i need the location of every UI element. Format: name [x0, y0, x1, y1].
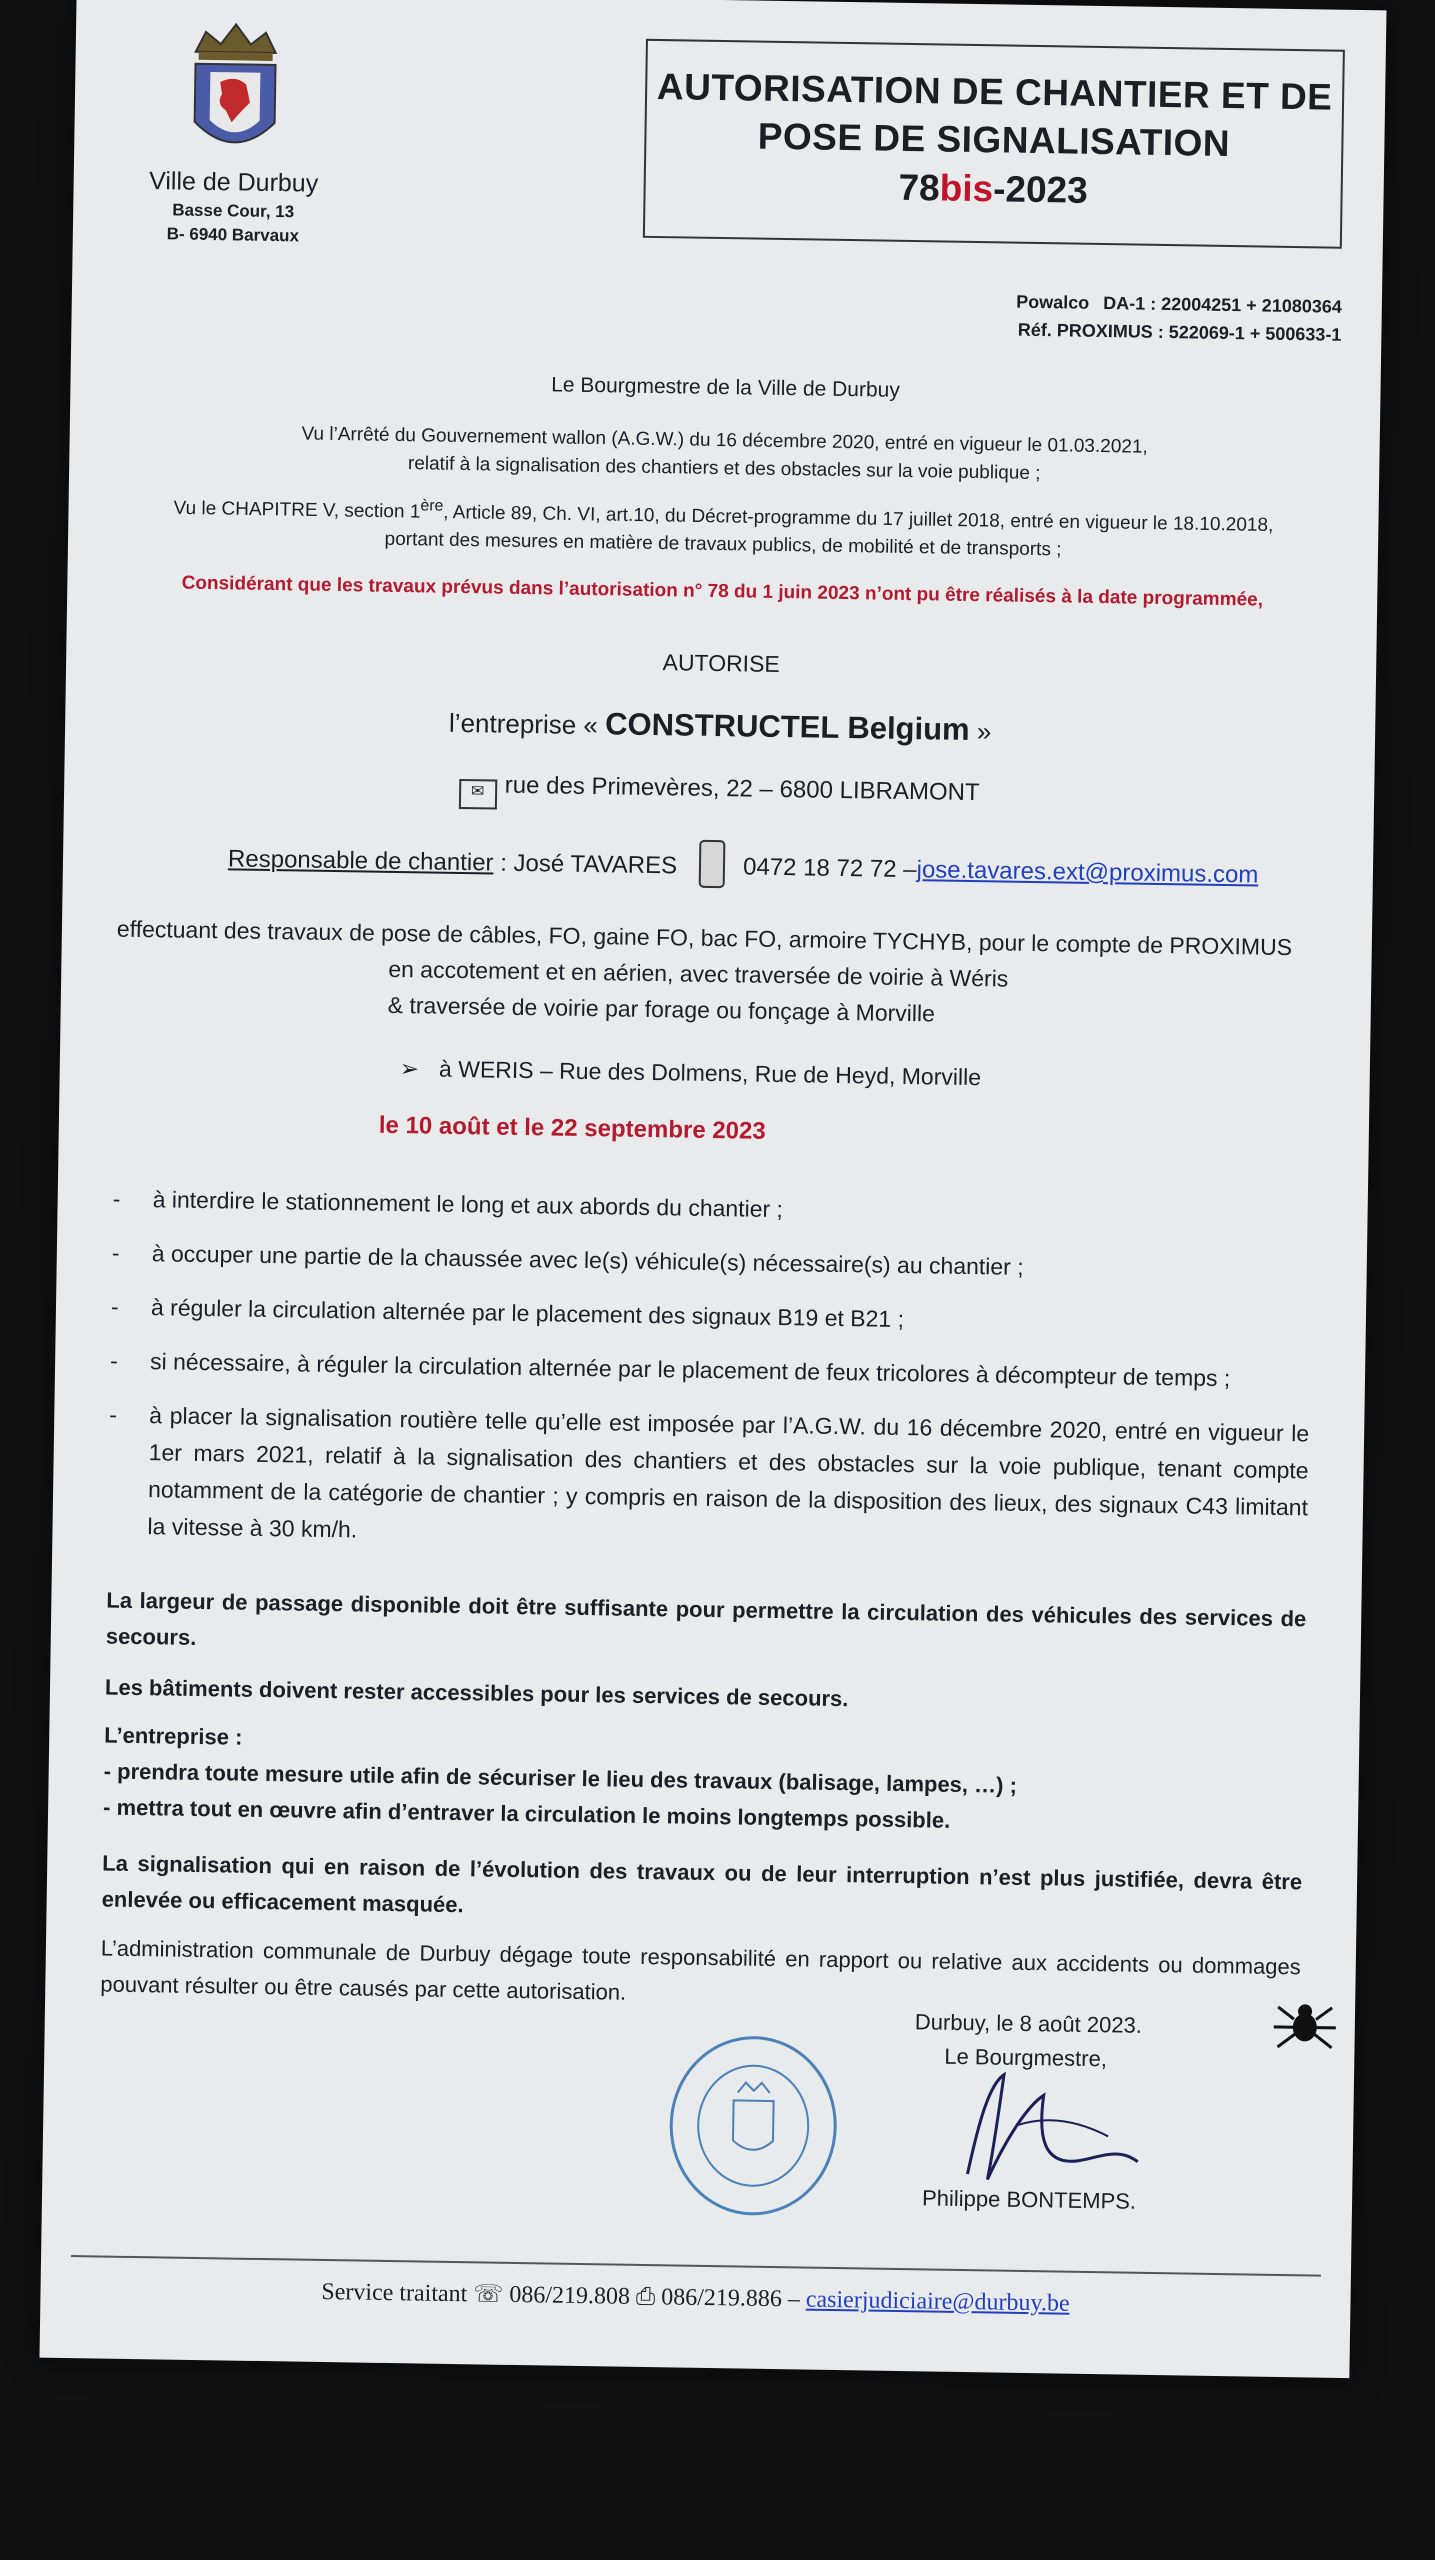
- works-line1: effectuant des travaux de pose de câbles, FO, gaine FO, bac FO, armoire TYCHYB, pour le compte de PROXIMUS: [116, 915, 1293, 961]
- legal-basis-2-sup: ère: [420, 497, 444, 515]
- company-duty-1: - prendra toute mesure utile afin de sécuriser le lieu des travaux (balisage, lampes, …) ;: [103, 1758, 1018, 1798]
- references: [1016, 288, 1343, 349]
- autorise-heading: AUTORISE: [662, 649, 780, 677]
- para-signage-removal: La signalisation qui en raison de l’évolution des travaux ou de leur interruption n’est plus justifiée, devra être enlevée ou efficacement masquée.: [101, 1850, 1303, 1918]
- footer-divider: [71, 2255, 1321, 2277]
- legal-basis-2: [68, 487, 1379, 570]
- works-location-text: à WERIS – Rue des Dolmens, Rue de Heyd, Morville: [438, 1055, 982, 1091]
- works-dates: le 10 août et le 22 septembre 2023: [378, 1111, 766, 1145]
- title-line2: POSE DE SIGNALISATION: [757, 115, 1231, 164]
- measures-list: [107, 1181, 1313, 1581]
- works-location: [400, 1055, 982, 1091]
- powalco-value: DA-1 : 22004251 + 21080364: [1103, 293, 1343, 317]
- contact-name: : José TAVARES: [493, 849, 678, 880]
- footer-fax: 086/219.886: [660, 2284, 783, 2313]
- para-passage-width: La largeur de passage disponible doit être suffisante pour permettre la circulation des véhicules des services de secours.: [105, 1587, 1307, 1650]
- title-line1: AUTORISATION DE CHANTIER ET DE: [656, 65, 1333, 118]
- fax-icon: ⎙: [635, 2283, 656, 2311]
- works-description: [116, 911, 1318, 1038]
- signer-name: Philippe BONTEMPS.: [921, 2185, 1137, 2214]
- legal-basis-1: [69, 417, 1380, 494]
- para-liability: L’administration communale de Durbuy dégage toute responsabilité en rapport ou relative aux accidents ou dommages pouvant résulter ou être causés par cette autorisation.: [100, 1935, 1301, 2005]
- legal-basis-2-text-a: Vu le CHAPITRE V, section 1: [173, 497, 421, 523]
- city-crest-icon: [179, 12, 291, 164]
- company-address: [64, 765, 1374, 824]
- legal-basis-2-line2: portant des mesures en matière de travaux publics, de mobilité et de transports ;: [384, 529, 1062, 561]
- footer: [40, 2273, 1350, 2323]
- measure-item: - à réguler la circulation alternée par le placement des signaux B19 et B21 ;: [111, 1289, 1311, 1345]
- measure-item: - à interdire le stationnement le long et aux abords du chantier ;: [112, 1181, 1312, 1237]
- contact-email-link[interactable]: jose.tavares.ext@proximus.com: [916, 856, 1259, 889]
- measure-item: - à placer la signalisation routière telle qu’elle est imposée par l’A.G.W. du 16 décembre 2020, entré en vigueur le 1er mars 2021, relatif à la signalisation des chantiers et des obstacles sur la voie publique, tenant compte notamment de la catégorie de chantier ; y compris en raison de la disposition des lieux, des signaux C43 limitant la vitesse à 30 km/h.: [107, 1397, 1309, 1564]
- company-address-text: rue des Primevères, 22 – 6800 LIBRAMONT: [504, 771, 980, 807]
- company-name: CONSTRUCTEL Belgium: [604, 706, 970, 747]
- spider-icon: [1269, 1989, 1340, 2060]
- works-line2: en accotement et en aérien, avec traversée de voirie à Wéris: [388, 955, 1009, 992]
- contact-phone: 0472 18 72 72: [742, 853, 897, 883]
- handwritten-signature-icon: [947, 2064, 1169, 2187]
- phone-icon: ☏: [473, 2281, 504, 2308]
- measure-item: - à occuper une partie de la chaussée avec le(s) véhicule(s) nécessaire(s) au chantier ;: [112, 1235, 1312, 1291]
- title-box: [643, 39, 1345, 249]
- works-line3: & traversée de voirie par forage ou fonçage à Morville: [387, 991, 936, 1027]
- legal-basis-2-text-b: , Article 89, Ch. VI, art.10, du Décret-programme du 17 juillet 2018, entré en vigueur le 18.10.2018,: [443, 502, 1274, 537]
- authorization-number: [645, 159, 1341, 220]
- measure-item: - si nécessaire, à réguler la circulation alternée par le placement de feux tricolores à décompteur de temps ;: [110, 1343, 1310, 1399]
- legal-basis-1-line1: Vu l’Arrêté du Gouvernement wallon (A.G.W.) du 16 décembre 2020, entré en vigueur le 01.03.2021,: [301, 423, 1148, 458]
- legal-basis-1-line2: relatif à la signalisation des chantiers et des obstacles sur la voie publique ;: [407, 453, 1041, 485]
- footer-email-link[interactable]: casierjudiciaire@durbuy.be: [805, 2286, 1070, 2317]
- signature-role: Le Bourgmestre,: [944, 2043, 1108, 2072]
- number-suffix: -2023: [992, 168, 1089, 211]
- company-line: [65, 698, 1375, 755]
- mayor-intro: Le Bourgmestre de la Ville de Durbuy: [551, 373, 900, 402]
- official-seal-icon: [662, 2029, 845, 2222]
- company-duties-heading: L’entreprise :: [104, 1722, 243, 1750]
- footer-dash: –: [787, 2286, 801, 2313]
- para-buildings: Les bâtiments doivent rester accessibles pour les services de secours.: [104, 1674, 849, 1712]
- company-duty-2: - mettra tout en œuvre afin d’entraver la circulation le moins longtemps possible.: [102, 1794, 951, 1833]
- contact-dash: –: [896, 855, 917, 884]
- company-prefix: l’entreprise «: [448, 707, 606, 741]
- proximus-ref: Réf. PROXIMUS : 522069-1 + 500633-1: [1017, 319, 1342, 345]
- arrow-icon: ➢: [399, 1055, 420, 1082]
- company-suffix: »: [969, 715, 992, 747]
- footer-phone: 086/219.808: [509, 2281, 631, 2310]
- footer-label: Service traitant: [321, 2278, 468, 2308]
- document-page: [39, 0, 1386, 2378]
- site-contact: [228, 832, 1259, 896]
- signature-date: Durbuy, le 8 août 2023.: [914, 2009, 1143, 2038]
- powalco-label: Powalco: [1016, 291, 1090, 313]
- para-company-duties: [103, 1718, 1305, 1845]
- mail-icon: ✉: [458, 779, 496, 810]
- number-bis: bis: [939, 167, 994, 210]
- city-address-line2: B- 6940 Barvaux: [166, 224, 300, 246]
- city-header: [113, 10, 357, 247]
- contact-label: Responsable de chantier: [227, 845, 494, 877]
- mobile-phone-icon: [699, 840, 726, 888]
- city-name: Ville de Durbuy: [148, 167, 319, 198]
- city-address-line1: Basse Cour, 13: [172, 200, 295, 222]
- number-prefix: 78: [898, 166, 941, 209]
- considerant: Considérant que les travaux prévus dans l’autorisation n° 78 du 1 juin 2023 n’ont pu être réalisés à la date programmée,: [181, 572, 1264, 611]
